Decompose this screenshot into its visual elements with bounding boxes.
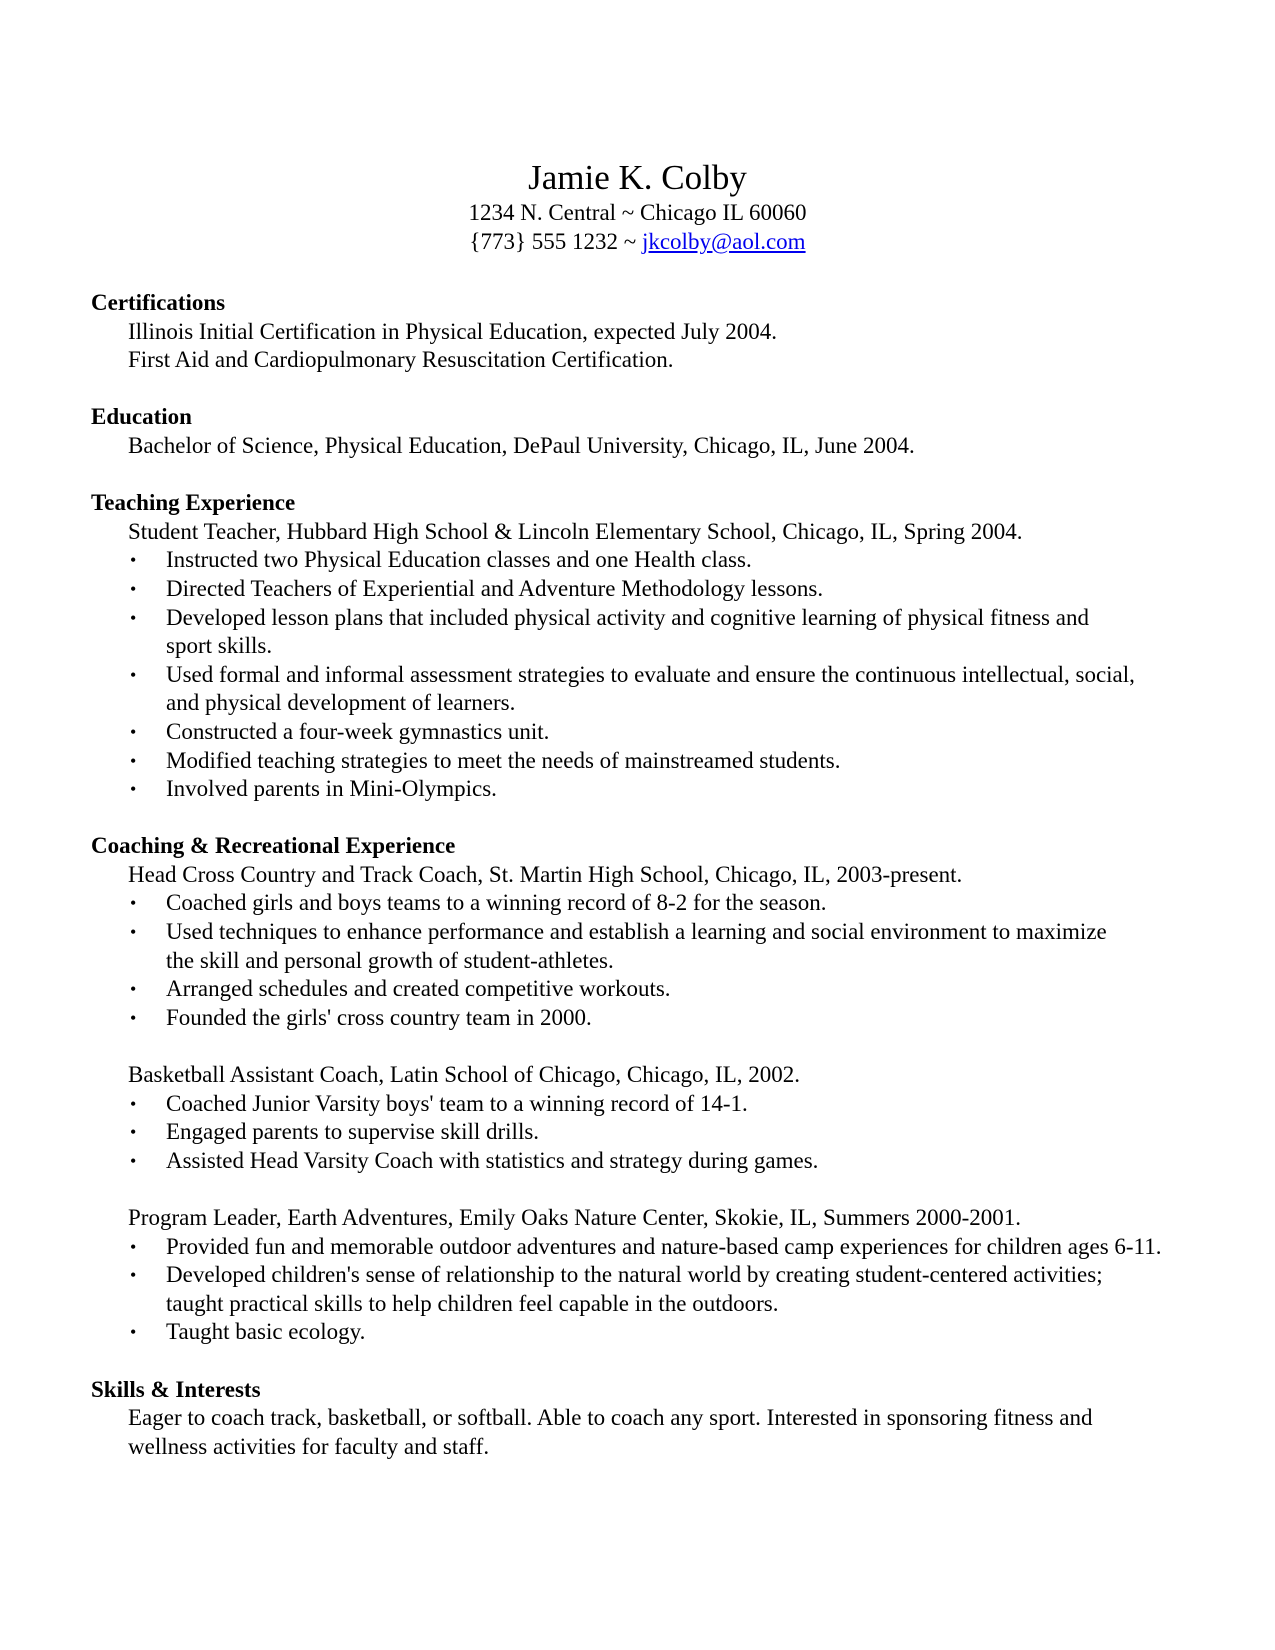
- bullet-text: Used formal and informal assessment strategies to evaluate and ensure the continuous intellectual, social, and physical development of learners.: [166, 661, 1135, 716]
- bullet-text: Modified teaching strategies to meet the needs of mainstreamed students.: [166, 747, 841, 773]
- list-item: [91, 575, 1171, 604]
- job-title: Basketball Assistant Coach, Latin School of Chicago, Chicago, IL, 2002.: [128, 1062, 801, 1088]
- bullet-text: Instructed two Physical Education classes and one Health class.: [166, 547, 752, 573]
- job-title: Student Teacher, Hubbard High School & Lincoln Elementary School, Chicago, IL, Spring 2004.: [128, 518, 1023, 544]
- list-item: [91, 918, 1126, 975]
- section-heading: Coaching & Recreational Experience: [91, 833, 456, 859]
- bullet-text: Coached Junior Varsity boys' team to a winning record of 14-1.: [166, 1090, 748, 1116]
- bullet-icon: •: [130, 664, 137, 685]
- section-heading: Education: [91, 404, 192, 430]
- candidate-name: Jamie K. Colby: [528, 158, 747, 197]
- job-entry: [91, 518, 1171, 804]
- bullet-icon: •: [130, 721, 137, 742]
- list-item: [91, 661, 1166, 718]
- bullet-text: Engaged parents to supervise skill drills.: [166, 1119, 540, 1145]
- list-item: [91, 1318, 1171, 1347]
- certification-item: Illinois Initial Certification in Physical Education, expected July 2004.: [128, 318, 777, 344]
- bullet-icon: •: [130, 779, 137, 800]
- bullet-icon: •: [130, 1236, 137, 1257]
- job-bullets: [91, 889, 1171, 1032]
- phone-email-line: [0, 227, 1275, 256]
- bullet-icon: •: [130, 578, 137, 599]
- bullet-text: Directed Teachers of Experiential and Adventure Methodology lessons.: [166, 575, 824, 601]
- section-coaching-experience: [91, 832, 1171, 1347]
- job-bullets: [91, 546, 1171, 803]
- bullet-text: Provided fun and memorable outdoor adventures and nature-based camp experiences for children ages 6-11.: [166, 1233, 1162, 1259]
- job-entry: [91, 861, 1171, 1033]
- job-entry: [91, 1061, 1171, 1175]
- list-item: [91, 1261, 1126, 1318]
- section-heading: Skills & Interests: [91, 1376, 261, 1402]
- bullet-text: Involved parents in Mini-Olympics.: [166, 776, 497, 802]
- bullet-text: Constructed a four-week gymnastics unit.: [166, 718, 550, 744]
- section-heading: Teaching Experience: [91, 490, 296, 516]
- bullet-icon: •: [130, 607, 137, 628]
- education-item: Bachelor of Science, Physical Education, DePaul University, Chicago, IL, June 2004.: [128, 432, 915, 458]
- list-item: [91, 975, 1171, 1004]
- job-title: Head Cross Country and Track Coach, St. Martin High School, Chicago, IL, 2003-present.: [128, 861, 963, 887]
- bullet-icon: •: [130, 1322, 137, 1343]
- bullet-icon: •: [130, 893, 137, 914]
- bullet-text: Developed children's sense of relationship to the natural world by creating student-centered activities; taught practical skills to help children feel capable in the outdoors.: [166, 1262, 1103, 1316]
- bullet-text: Developed lesson plans that included physical activity and cognitive learning of physical fitness and sport skills.: [166, 604, 1089, 659]
- bullet-icon: •: [130, 750, 137, 771]
- bullet-icon: •: [130, 1122, 137, 1143]
- bullet-icon: •: [130, 550, 137, 571]
- list-item: [91, 1147, 1171, 1176]
- bullet-text: Founded the girls' cross country team in 2000.: [166, 1004, 592, 1030]
- section-education: [91, 403, 1171, 460]
- address-line: 1234 N. Central ~ Chicago IL 60060: [468, 200, 807, 225]
- section-heading: Certifications: [91, 290, 226, 315]
- bullet-icon: •: [130, 1093, 137, 1114]
- job-title: Program Leader, Earth Adventures, Emily Oaks Nature Center, Skokie, IL, Summers 2000-2001.: [128, 1205, 1022, 1230]
- list-item: [91, 775, 1171, 804]
- phone-number: {773} 555 1232 ~: [469, 229, 642, 254]
- bullet-icon: •: [130, 979, 137, 1000]
- list-item: [91, 889, 1171, 918]
- job-bullets: [91, 1090, 1171, 1176]
- bullet-text: Coached girls and boys teams to a winning record of 8-2 for the season.: [166, 890, 827, 916]
- bullet-text: Used techniques to enhance performance and establish a learning and social environment to maximize the skill and personal growth of student-athletes.: [166, 919, 1107, 973]
- section-skills-interests: [91, 1376, 1171, 1462]
- resume-header: [0, 158, 1275, 256]
- list-item: [91, 1233, 1176, 1262]
- bullet-text: Assisted Head Varsity Coach with statistics and strategy during games.: [166, 1147, 819, 1173]
- job-bullets: [91, 1233, 1171, 1347]
- bullet-icon: •: [130, 1007, 137, 1028]
- bullet-icon: •: [130, 922, 137, 943]
- list-item: [91, 604, 1126, 661]
- list-item: [91, 1004, 1171, 1033]
- skills-text: Eager to coach track, basketball, or softball. Able to coach any sport. Interested in sponsoring fitness and wellness activities for faculty and staff.: [128, 1405, 1093, 1459]
- list-item: [91, 546, 1171, 575]
- list-item: [91, 718, 1171, 747]
- bullet-text: Arranged schedules and created competitive workouts.: [166, 976, 671, 1002]
- email-link[interactable]: jkcolby@aol.com: [641, 229, 806, 254]
- resume-body: [91, 289, 1171, 1490]
- bullet-icon: •: [130, 1265, 137, 1286]
- list-item: [91, 747, 1171, 776]
- section-teaching-experience: [91, 489, 1171, 804]
- bullet-icon: •: [130, 1150, 137, 1171]
- certification-item: First Aid and Cardiopulmonary Resuscitation Certification.: [128, 347, 674, 373]
- section-certifications: [91, 289, 1171, 375]
- job-entry: [91, 1204, 1171, 1347]
- list-item: [91, 1090, 1171, 1119]
- list-item: [91, 1118, 1171, 1147]
- bullet-text: Taught basic ecology.: [166, 1319, 366, 1345]
